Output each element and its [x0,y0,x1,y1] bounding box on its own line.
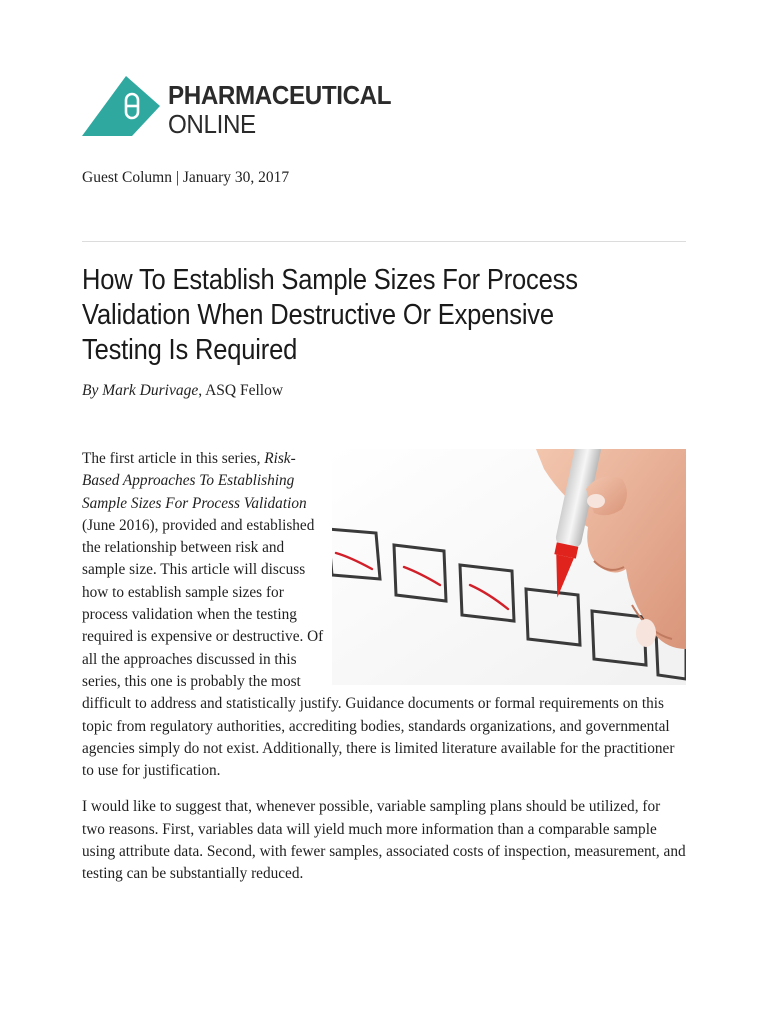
logo-text-line1: PHARMACEUTICAL [168,80,392,110]
article-title [82,263,686,368]
article-body [82,448,686,900]
title-line: How To Establish Sample Sizes For Process [82,264,578,296]
paragraph-text: The first article in this series, [82,450,265,467]
linked-article-title[interactable]: Risk-Based Approaches To Establishing Sample Sizes For Process Validation [82,450,307,512]
site-logo[interactable] [82,76,402,138]
capsule-diamond-icon [82,76,162,138]
article-meta: Guest Column | January 30, 2017 [82,169,290,186]
article-figure [332,449,686,685]
title-line: Validation When Destructive Or Expensive [82,299,554,331]
paragraph-text: (June 2016), provided and established the relationship between risk and sample size. This article will discuss how to establish sample sizes for process validation when the testing required is expensive or destructive. Of all the approaches discussed in this series, this one is probably the most difficult to address and statistically justify. Guidance documents or formal requirements on this topic from regulatory authorities, accrediting bodies, standards organizations, and governmental agencies simply do not exist. Additionally, there is limited literature available for the practitioner to use for justification. [82,516,675,780]
paragraph: I would like to suggest that, whenever possible, variable sampling plans should be utilized, for two reasons. First, variables data will yield much more information than a comparable sample using attribute data. Second, with fewer samples, associated costs of inspection, measurement, and testing can be substantially reduced. [82,798,686,883]
byline [82,382,283,400]
byline-suffix: , ASQ Fellow [198,382,284,399]
checklist-pen-icon [332,449,686,685]
logo-text-line2: ONLINE [168,109,256,139]
divider [82,241,686,242]
title-line: Testing Is Required [82,334,298,366]
byline-author[interactable]: By Mark Durivage [82,382,199,399]
